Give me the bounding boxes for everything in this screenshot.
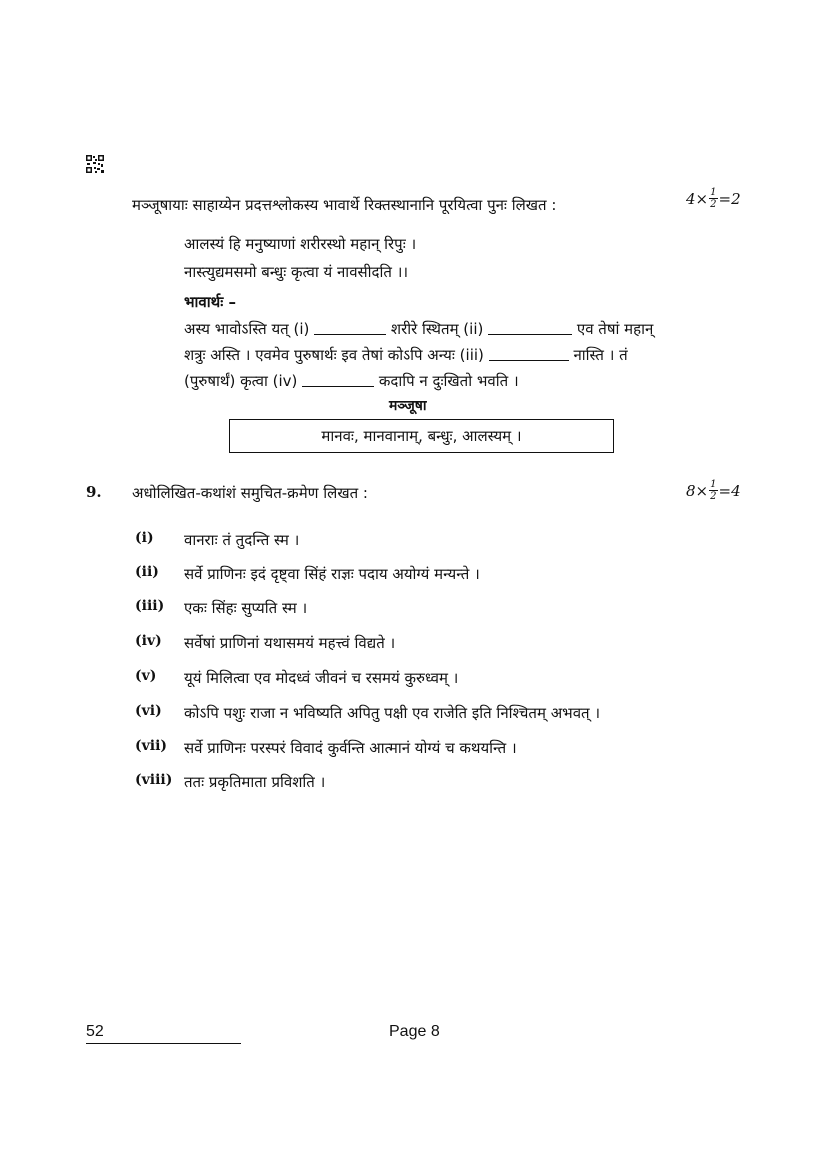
- blank-ii[interactable]: [488, 320, 572, 335]
- q9-number: 9.: [86, 483, 102, 501]
- qr-code-icon: [86, 155, 104, 173]
- q8-instruction: मञ्जूषायाः साहाय्येन प्रदत्तश्लोकस्य भावार्थे रिक्तस्थानानि पूरयित्वा पुनः लिखत :: [132, 196, 557, 214]
- item-roman: (vii): [135, 738, 168, 754]
- paper-code: 52: [86, 1023, 104, 1040]
- list-item: यूयं मिलित्वा एव मोदध्वं जीवनं च रसमयं कुरुध्वम् ।: [184, 669, 459, 687]
- word-box-words: मानवः, मानवानाम्, बन्धुः, आलस्यम् ।: [321, 427, 522, 445]
- item-roman: (vi): [135, 703, 162, 719]
- blank-iv[interactable]: [302, 372, 374, 387]
- q9-marks: 8 × $\frac{1}{2}$ = 4: [686, 479, 741, 502]
- word-box: [229, 419, 614, 453]
- item-roman: (i): [135, 530, 154, 546]
- q9-instruction: अधोलिखित-कथांशं समुचित-क्रमेण लिखत :: [132, 484, 368, 502]
- blank-iii[interactable]: [489, 346, 569, 361]
- verse-line-1: आलस्यं हि मनुष्याणां शरीरस्थो महान् रिपुः ।: [184, 235, 417, 253]
- footer-divider: [86, 1043, 241, 1044]
- list-item: सर्वे प्राणिनः परस्परं विवादं कुर्वन्ति आत्मानं योग्यं च कथयन्ति ।: [184, 739, 517, 757]
- list-item: सर्वे प्राणिनः इदं दृष्ट्वा सिंहं राज्ञः पदाय अयोग्यं मन्यन्ते ।: [184, 565, 480, 583]
- item-roman: (iii): [135, 598, 165, 614]
- list-item: ततः प्रकृतिमाता प्रविशति ।: [184, 773, 326, 791]
- verse-line-2: नास्त्युद्यमसमो बन्धुः कृत्वा यं नावसीदति ।।: [184, 263, 409, 281]
- item-roman: (ii): [135, 564, 159, 580]
- page-number: Page 8: [389, 1023, 440, 1040]
- list-item: वानराः तं तुदन्ति स्म ।: [184, 531, 300, 549]
- bhavarth-heading: भावार्थः –: [184, 293, 236, 311]
- word-box-title: मञ्जूषा: [389, 398, 427, 414]
- list-item: कोऽपि पशुः राजा न भविष्यति अपितु पक्षी एव राजेति इति निश्चितम् अभवत् ।: [184, 704, 601, 722]
- list-item: एकः सिंहः सुप्यति स्म ।: [184, 599, 308, 617]
- bhavarth-paragraph: अस्य भावोऽस्ति यत् (i) शरीरे स्थितम् (ii) एव तेषां महान् शत्रुः अस्ति । एवमेव पुरुषार्थः इव तेषां कोऽपि अन्यः (iii) नास्ति । तं (पुरुषार्थं) कृत्वा (iv) कदापि न दुःखितो भवति ।: [184, 320, 654, 390]
- item-roman: (viii): [135, 772, 173, 788]
- blank-i[interactable]: [314, 320, 386, 335]
- q8-marks: 4 × $\frac{1}{2}$ = 2: [686, 187, 741, 210]
- item-roman: (v): [135, 668, 157, 684]
- item-roman: (iv): [135, 633, 162, 649]
- list-item: सर्वेषां प्राणिनां यथासमयं महत्त्वं विद्यते ।: [184, 634, 396, 652]
